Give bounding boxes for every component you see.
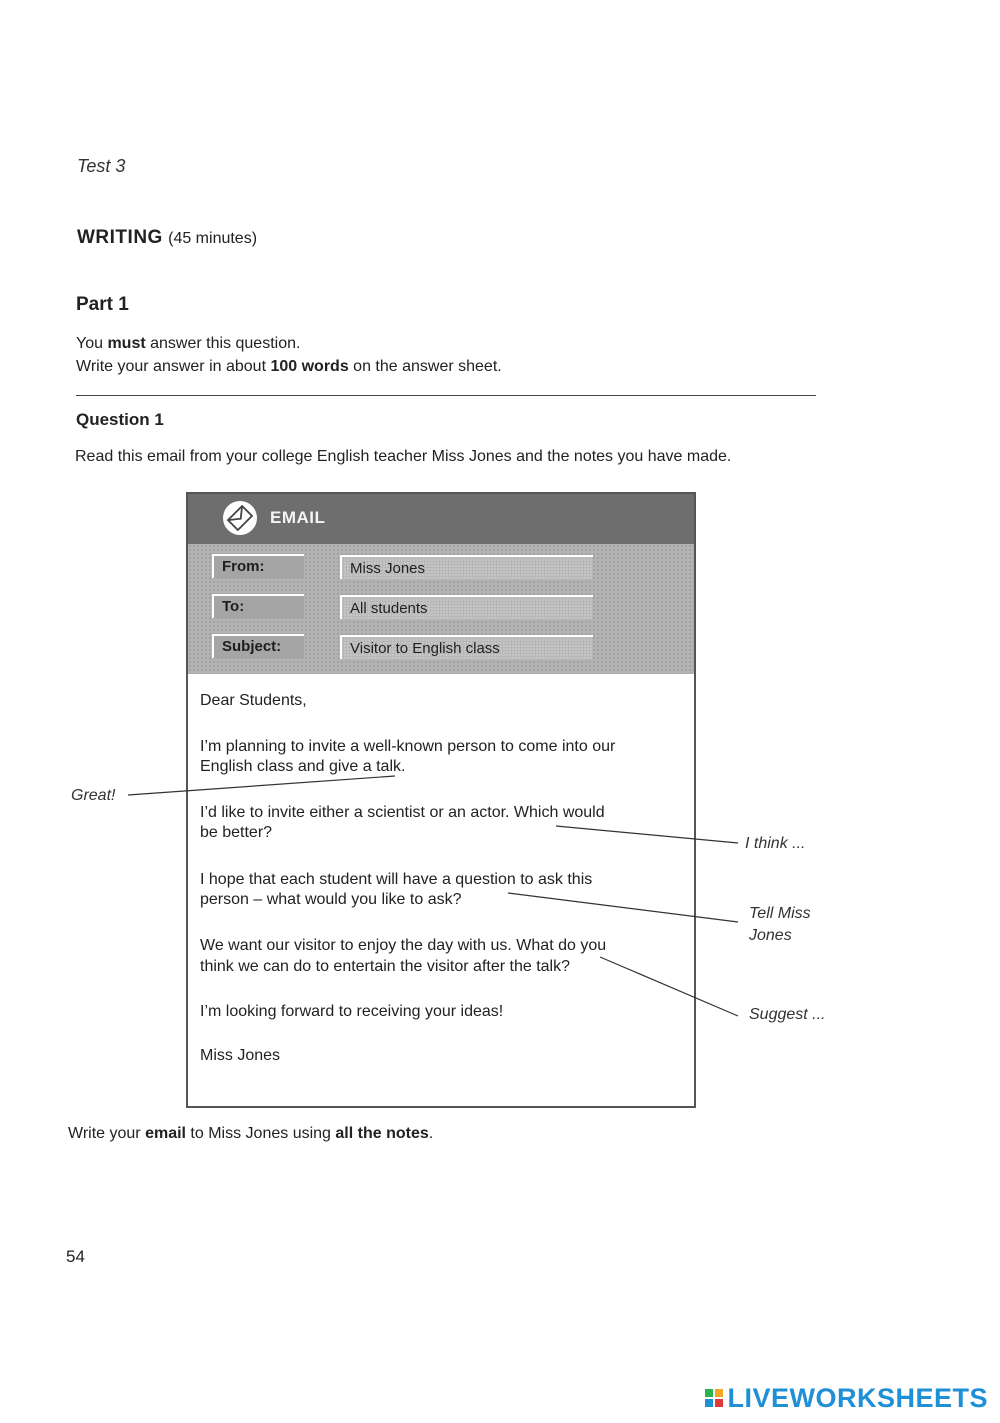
brand-block: [715, 1399, 723, 1407]
to-label: To:: [212, 594, 304, 618]
subject-label: Subject:: [212, 634, 304, 658]
note-tell-line1: Tell Miss: [749, 905, 811, 922]
brand-name: LIVEWORKSHEETS: [727, 1382, 988, 1413]
brand-blocks: [705, 1389, 723, 1407]
instruction-text: Write your answer in about: [76, 358, 271, 375]
email-title: EMAIL: [270, 508, 326, 527]
instruction-text: answer this question.: [145, 335, 301, 352]
question-intro: Read this email from your college English teacher Miss Jones and the notes you have made.: [75, 448, 732, 465]
note-great: Great!: [71, 787, 116, 804]
outro-text: .: [428, 1125, 434, 1142]
page-number: 54: [66, 1247, 85, 1266]
brand-logo: [705, 1382, 988, 1414]
connector-tell: [508, 893, 738, 922]
email-body-line: I’m looking forward to receiving your ideas!: [200, 1003, 504, 1020]
brand-block: [715, 1389, 723, 1397]
email-body-line: English class and give a talk.: [200, 758, 406, 775]
section-title: WRITING: [77, 227, 163, 248]
instruction-emphasis: must: [107, 335, 146, 352]
note-suggest: Suggest ...: [749, 1006, 826, 1023]
section-duration: (45 minutes): [168, 230, 258, 247]
outro-text: to Miss Jones using: [185, 1125, 336, 1142]
email-body-line: We want our visitor to enjoy the day with us. What do you: [200, 937, 607, 954]
email-signature: Miss Jones: [200, 1047, 281, 1064]
connector-great: [128, 776, 395, 795]
connector-suggest: [600, 957, 738, 1016]
from-label: From:: [212, 554, 304, 578]
email-body-line: I’d like to invite either a scientist or an actor. Which would: [200, 804, 605, 821]
test-label: Test 3: [77, 156, 126, 176]
brand-block: [705, 1399, 713, 1407]
email-body-line: I hope that each student will have a question to ask this: [200, 871, 593, 888]
outro-emphasis: email: [145, 1125, 186, 1142]
from-field: Miss Jones: [340, 555, 593, 579]
instruction-emphasis: 100 words: [270, 358, 349, 375]
instruction-text: on the answer sheet.: [348, 358, 502, 375]
email-body-line: person – what would you like to ask?: [200, 891, 462, 908]
part-title: Part 1: [76, 294, 129, 315]
subject-field: Visitor to English class: [340, 635, 593, 659]
note-tell-line2: Jones: [749, 927, 792, 944]
note-i-think: I think ...: [745, 835, 806, 852]
email-body-line: I’m planning to invite a well-known person to come into our: [200, 738, 616, 755]
task-instruction: [68, 1125, 433, 1143]
outro-text: Write your: [68, 1125, 146, 1142]
question-title: Question 1: [76, 410, 164, 429]
outro-emphasis: all the notes: [335, 1125, 429, 1142]
email-body-line: be better?: [200, 824, 273, 841]
email-greeting: Dear Students,: [200, 692, 307, 709]
brand-block: [705, 1389, 713, 1397]
instruction-text: You: [76, 335, 108, 352]
to-field: All students: [340, 595, 593, 619]
connector-i-think: [556, 826, 738, 843]
email-body-line: think we can do to entertain the visitor after the talk?: [200, 958, 570, 975]
